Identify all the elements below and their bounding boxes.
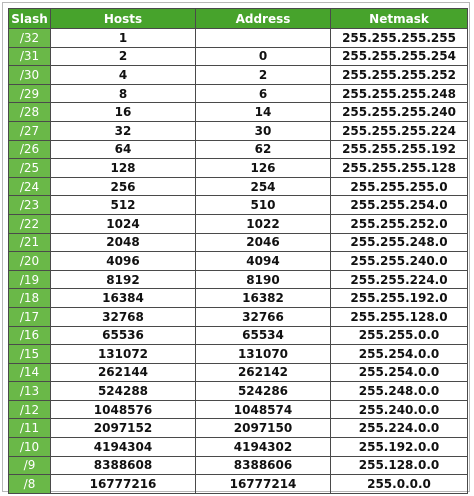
cell-slash: /16 xyxy=(9,326,51,345)
cell-hosts: 2 xyxy=(51,47,196,66)
table-row xyxy=(9,47,468,66)
cell-hosts: 524288 xyxy=(51,382,196,401)
cell-address: 0 xyxy=(196,47,331,66)
table-row xyxy=(9,456,468,475)
cell-address: 16777214 xyxy=(196,475,331,494)
cell-hosts: 1 xyxy=(51,29,196,48)
cell-address: 8388606 xyxy=(196,456,331,475)
cell-netmask: 255.255.255.192 xyxy=(331,140,468,159)
table-frame xyxy=(2,2,470,492)
table-row xyxy=(9,121,468,140)
cell-slash: /12 xyxy=(9,400,51,419)
cell-address: 65534 xyxy=(196,326,331,345)
cell-slash: /8 xyxy=(9,475,51,494)
table-row xyxy=(9,233,468,252)
table-row xyxy=(9,419,468,438)
cell-slash: /18 xyxy=(9,289,51,308)
cell-hosts: 2097152 xyxy=(51,419,196,438)
cell-hosts: 256 xyxy=(51,177,196,196)
cell-netmask: 255.255.252.0 xyxy=(331,214,468,233)
cell-slash: /28 xyxy=(9,103,51,122)
cell-slash: /24 xyxy=(9,177,51,196)
cell-slash: /17 xyxy=(9,307,51,326)
cell-hosts: 65536 xyxy=(51,326,196,345)
cell-netmask: 255.254.0.0 xyxy=(331,363,468,382)
cell-netmask: 255.255.255.255 xyxy=(331,29,468,48)
cell-netmask: 255.255.255.240 xyxy=(331,103,468,122)
cell-address: 262142 xyxy=(196,363,331,382)
cell-hosts: 262144 xyxy=(51,363,196,382)
table-row xyxy=(9,177,468,196)
cell-slash: /10 xyxy=(9,438,51,457)
table-row xyxy=(9,289,468,308)
cell-netmask: 255.255.255.252 xyxy=(331,66,468,85)
cell-hosts: 32 xyxy=(51,121,196,140)
cell-netmask: 255.255.240.0 xyxy=(331,252,468,271)
cell-slash: /30 xyxy=(9,66,51,85)
cell-hosts: 8 xyxy=(51,84,196,103)
cell-netmask: 255.192.0.0 xyxy=(331,438,468,457)
table-row xyxy=(9,140,468,159)
cell-address: 1022 xyxy=(196,214,331,233)
table-row xyxy=(9,326,468,345)
cell-netmask: 255.255.255.248 xyxy=(331,84,468,103)
subnet-table xyxy=(8,8,468,494)
cell-address: 8190 xyxy=(196,270,331,289)
table-row xyxy=(9,307,468,326)
cell-hosts: 16384 xyxy=(51,289,196,308)
table-row xyxy=(9,196,468,215)
table-header xyxy=(9,9,468,29)
cell-slash: /27 xyxy=(9,121,51,140)
cell-hosts: 1024 xyxy=(51,214,196,233)
table-row xyxy=(9,84,468,103)
cell-address: 2097150 xyxy=(196,419,331,438)
cell-slash: /23 xyxy=(9,196,51,215)
table-row xyxy=(9,29,468,48)
header-row xyxy=(9,9,468,29)
cell-slash: /31 xyxy=(9,47,51,66)
cell-netmask: 255.240.0.0 xyxy=(331,400,468,419)
cell-netmask: 255.255.255.254 xyxy=(331,47,468,66)
cell-slash: /29 xyxy=(9,84,51,103)
cell-hosts: 64 xyxy=(51,140,196,159)
header-address: Address xyxy=(196,9,331,29)
table-row xyxy=(9,400,468,419)
cell-hosts: 4096 xyxy=(51,252,196,271)
cell-address: 16382 xyxy=(196,289,331,308)
cell-slash: /9 xyxy=(9,456,51,475)
cell-netmask: 255.255.255.0 xyxy=(331,177,468,196)
cell-address: 2046 xyxy=(196,233,331,252)
header-hosts: Hosts xyxy=(51,9,196,29)
cell-hosts: 131072 xyxy=(51,345,196,364)
cell-netmask: 255.255.0.0 xyxy=(331,326,468,345)
cell-address: 1048574 xyxy=(196,400,331,419)
cell-hosts: 2048 xyxy=(51,233,196,252)
cell-hosts: 16777216 xyxy=(51,475,196,494)
table-row xyxy=(9,345,468,364)
cell-address xyxy=(196,29,331,48)
cell-slash: /26 xyxy=(9,140,51,159)
cell-slash: /25 xyxy=(9,159,51,178)
table-body xyxy=(9,29,468,494)
cell-netmask: 255.255.192.0 xyxy=(331,289,468,308)
header-slash: Slash xyxy=(9,9,51,29)
cell-hosts: 512 xyxy=(51,196,196,215)
cell-hosts: 8388608 xyxy=(51,456,196,475)
table-row xyxy=(9,103,468,122)
cell-slash: /21 xyxy=(9,233,51,252)
cell-address: 4194302 xyxy=(196,438,331,457)
cell-slash: /20 xyxy=(9,252,51,271)
table-row xyxy=(9,270,468,289)
table-row xyxy=(9,363,468,382)
table-row xyxy=(9,475,468,494)
cell-hosts: 4194304 xyxy=(51,438,196,457)
cell-address: 32766 xyxy=(196,307,331,326)
cell-hosts: 128 xyxy=(51,159,196,178)
table-row xyxy=(9,438,468,457)
cell-netmask: 255.128.0.0 xyxy=(331,456,468,475)
cell-slash: /15 xyxy=(9,345,51,364)
cell-netmask: 255.255.248.0 xyxy=(331,233,468,252)
cell-slash: /14 xyxy=(9,363,51,382)
cell-address: 62 xyxy=(196,140,331,159)
cell-hosts: 32768 xyxy=(51,307,196,326)
cell-slash: /32 xyxy=(9,29,51,48)
cell-hosts: 4 xyxy=(51,66,196,85)
cell-netmask: 255.254.0.0 xyxy=(331,345,468,364)
cell-netmask: 255.248.0.0 xyxy=(331,382,468,401)
cell-address: 524286 xyxy=(196,382,331,401)
cell-address: 131070 xyxy=(196,345,331,364)
table-row xyxy=(9,214,468,233)
cell-slash: /13 xyxy=(9,382,51,401)
cell-address: 510 xyxy=(196,196,331,215)
cell-slash: /22 xyxy=(9,214,51,233)
cell-hosts: 8192 xyxy=(51,270,196,289)
cell-netmask: 255.255.255.128 xyxy=(331,159,468,178)
cell-address: 6 xyxy=(196,84,331,103)
cell-slash: /19 xyxy=(9,270,51,289)
cell-netmask: 255.224.0.0 xyxy=(331,419,468,438)
cell-address: 30 xyxy=(196,121,331,140)
cell-address: 2 xyxy=(196,66,331,85)
cell-address: 126 xyxy=(196,159,331,178)
table-row xyxy=(9,159,468,178)
cell-hosts: 1048576 xyxy=(51,400,196,419)
cell-netmask: 255.255.255.224 xyxy=(331,121,468,140)
cell-address: 14 xyxy=(196,103,331,122)
cell-hosts: 16 xyxy=(51,103,196,122)
cell-slash: /11 xyxy=(9,419,51,438)
cell-address: 254 xyxy=(196,177,331,196)
header-netmask: Netmask xyxy=(331,9,468,29)
cell-address: 4094 xyxy=(196,252,331,271)
cell-netmask: 255.255.128.0 xyxy=(331,307,468,326)
table-row xyxy=(9,66,468,85)
cell-netmask: 255.255.224.0 xyxy=(331,270,468,289)
table-row xyxy=(9,382,468,401)
table-row xyxy=(9,252,468,271)
cell-netmask: 255.255.254.0 xyxy=(331,196,468,215)
cell-netmask: 255.0.0.0 xyxy=(331,475,468,494)
